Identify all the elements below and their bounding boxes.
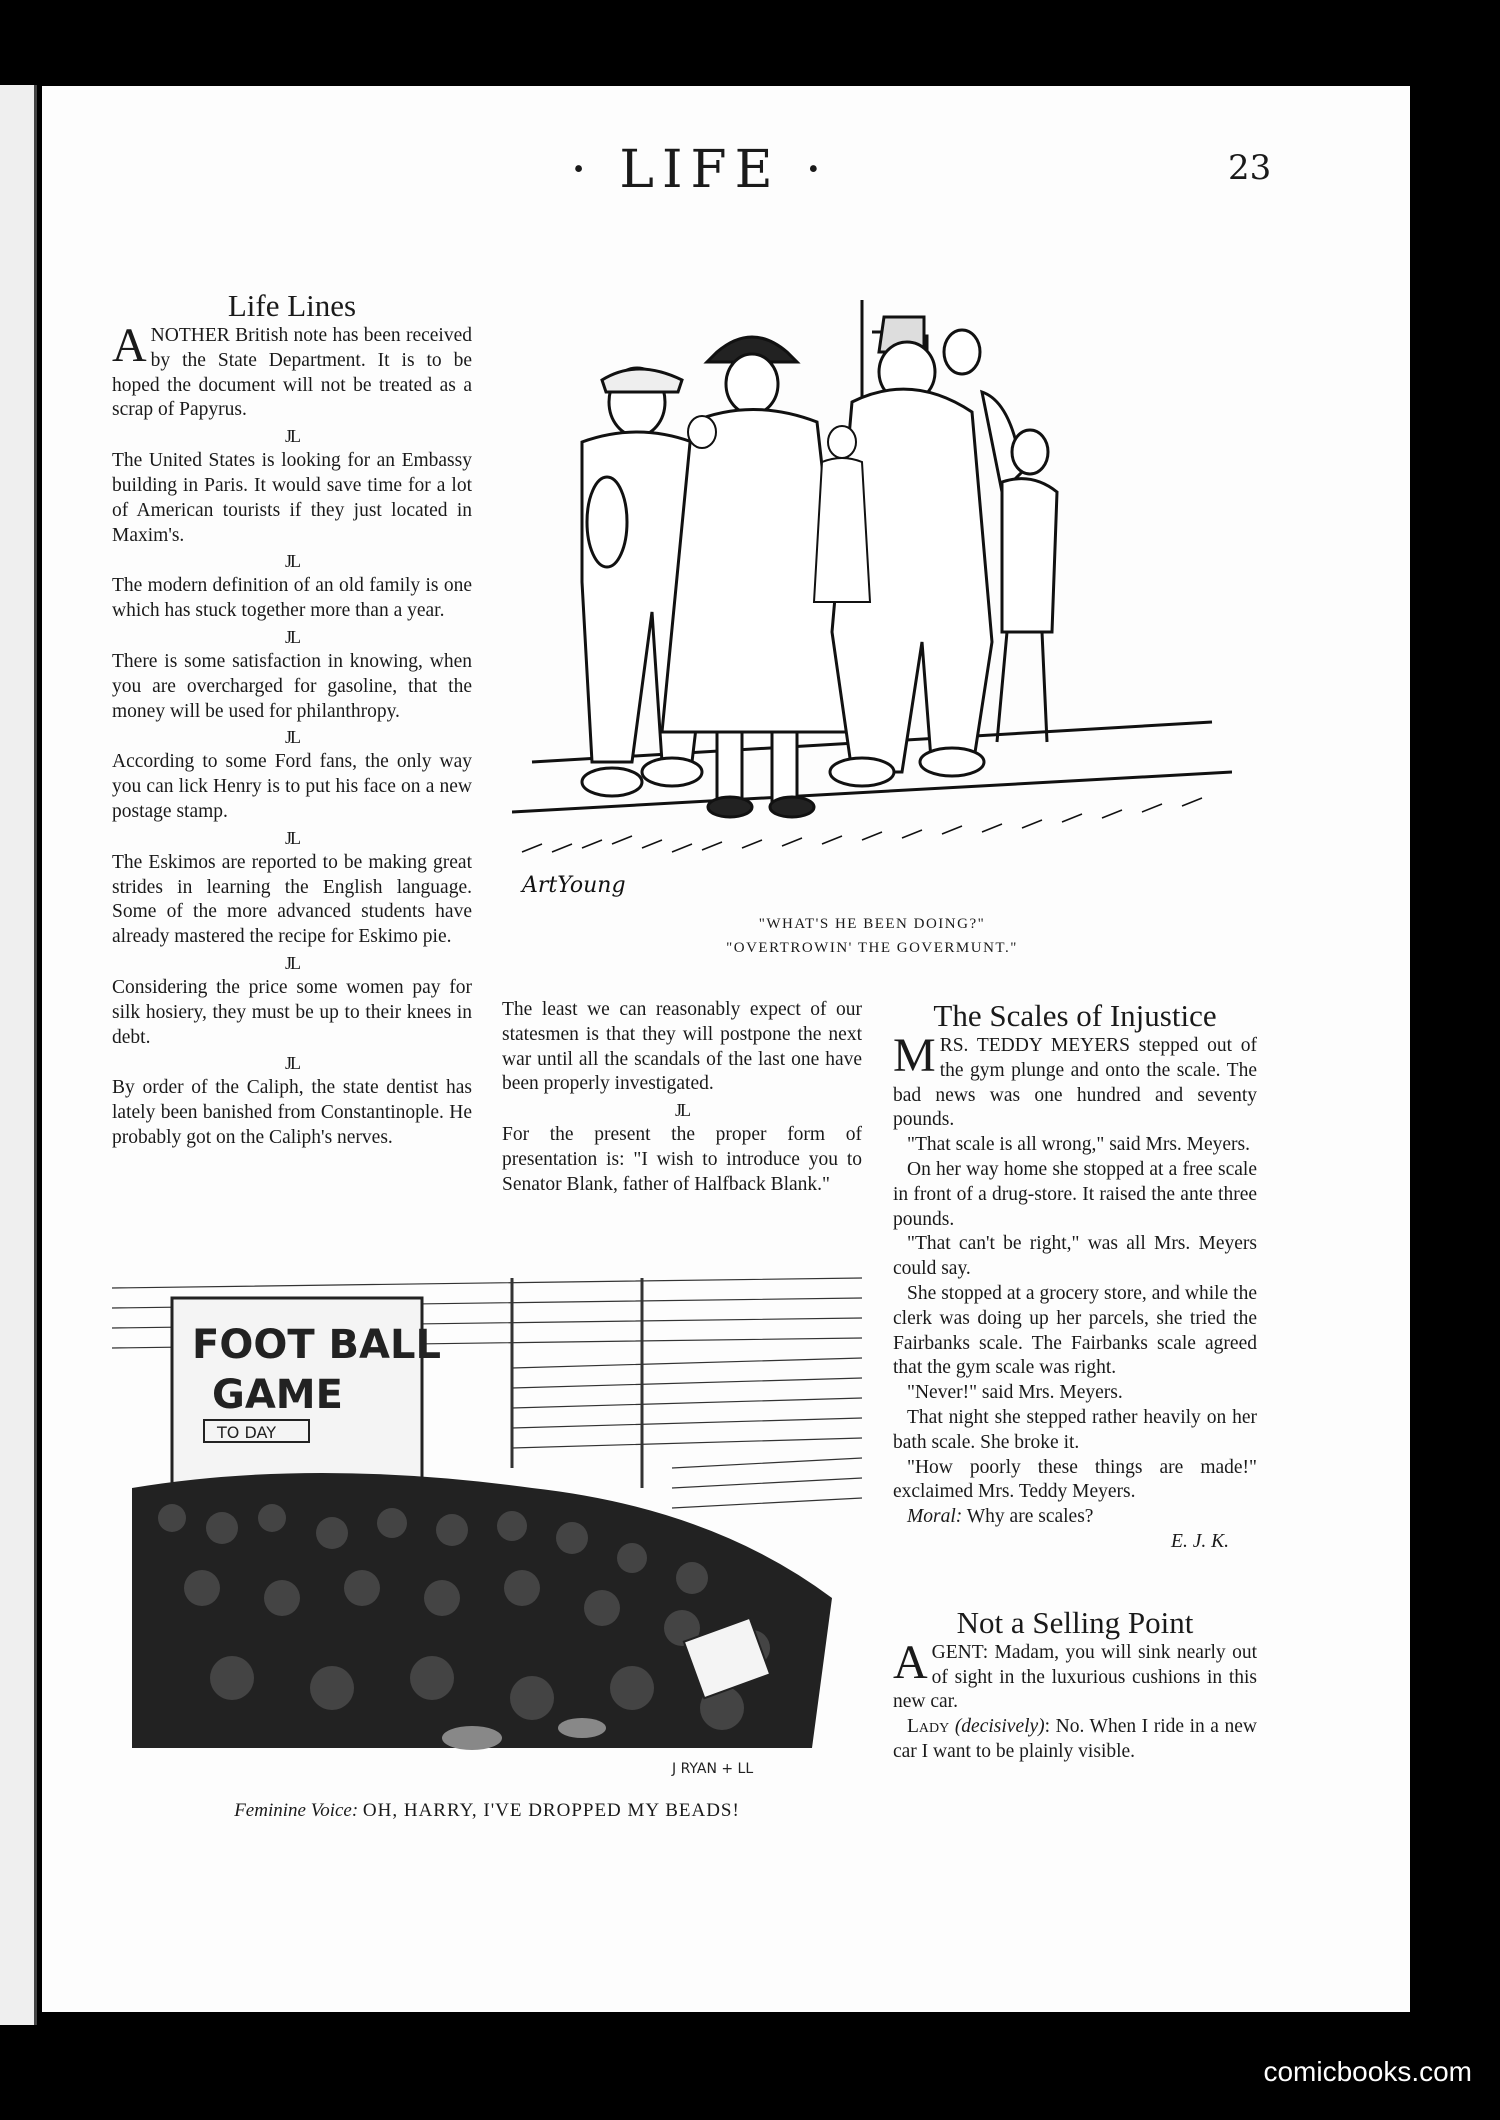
jl-ornament: JL [285, 626, 299, 647]
story-paragraph: On her way home she stopped at a free scale in front of a drug-store. It raised the ante three pounds. [893, 1158, 1257, 1230]
caption-speaker: Feminine Voice: [234, 1800, 359, 1821]
drop-cap: M [893, 1029, 936, 1082]
cartoon-caption [112, 1800, 862, 1822]
jl-ornament: JL [285, 551, 299, 572]
life-lines-item: For the present the proper form of presentation is: "I wish to introduce you to Senator Blank, father of Halfback Blank." [502, 1124, 862, 1195]
sign-text: TO DAY [217, 1423, 276, 1442]
selling-point-section [893, 1605, 1257, 1765]
selling-title: Not a Selling Point [956, 1604, 1194, 1640]
drop-cap: A [893, 1635, 928, 1689]
life-lines-item: The least we can reasonably expect of our statesmen is that they will postpone the next war until all the scandals of the last one have been properly investigated. [502, 999, 862, 1095]
author-signature: E. J. K. [1171, 1530, 1229, 1552]
story-paragraph: AGENT: Madam, you will sink nearly out of sight in the luxurious cushions in this new car. [893, 1635, 1257, 1713]
caption-text: OH, HARRY, I'VE DROPPED MY BEADS! [362, 1800, 740, 1821]
masthead: · LIFE · [570, 140, 830, 200]
story-paragraph: "Never!" said Mrs. Meyers. [907, 1382, 1123, 1404]
story-paragraph: "That scale is all wrong," said Mrs. Meyers. [907, 1134, 1251, 1156]
life-lines-item: According to some Ford fans, the only way you can lick Henry is to put his face on a new postage stamp. [112, 751, 472, 822]
story-paragraph: "How poorly these things are made!" exclaimed Mrs. Teddy Meyers. [893, 1456, 1257, 1503]
jl-ornament: JL [285, 1053, 299, 1074]
sign-text: GAME [212, 1372, 343, 1418]
cartoon-signature: ArtYoung [522, 873, 626, 898]
life-lines-continued [502, 998, 862, 1198]
source-watermark: comicbooks.com [1263, 2056, 1472, 2087]
caption-line: "OVERTROWIN' THE GOVERMUNT." [726, 940, 1018, 956]
jl-ornament: JL [285, 827, 299, 848]
scales-title: The Scales of Injustice [933, 998, 1217, 1033]
drop-cap: A [112, 319, 147, 372]
story-paragraph: MRS. TEDDY MEYERS stepped out of the gym plunge and onto the scale. The bad news was one hundred and seventy pounds. [893, 1029, 1257, 1131]
jl-ornament: JL [285, 426, 299, 447]
cartoon-illustration-football-crowd [112, 1268, 862, 1788]
moral-line: Moral: Why are scales? [907, 1506, 1094, 1528]
sign-text: FOOT BALL [192, 1322, 441, 1368]
caption-line: "WHAT'S HE BEEN DOING?" [758, 916, 986, 932]
page-number: 23 [1228, 148, 1272, 188]
life-lines-item: Considering the price some women pay for silk hosiery, they must be up to their knees in debt. [112, 976, 472, 1048]
cartoon-signature: J RYAN + LL [672, 1761, 754, 1777]
life-lines-item: There is some satisfaction in knowing, when you are overcharged for gasoline, that the money will be used for philanthropy. [112, 650, 472, 722]
story-paragraph: She stopped at a grocery store, and while the clerk was doing up her parcels, she tried the Fairbanks scale. The Fairbanks scale agreed that the gym scale was right. [893, 1282, 1257, 1379]
life-lines-title: Life Lines [227, 288, 357, 323]
facing-page-edge [0, 85, 37, 2025]
life-lines-item: The Eskimos are reported to be making great strides in learning the English language. Some of the more advanced students have already mastered the recipe for Eskimo pie. [112, 851, 472, 948]
jl-ornament: JL [675, 1100, 689, 1121]
cartoon-illustration-crowd [512, 292, 1232, 902]
cartoon-caption [562, 912, 1182, 960]
story-paragraph: Lady (decisively): No. When I ride in a new car I want to be plainly visible. [893, 1716, 1258, 1762]
story-paragraph: "That can't be right," was all Mrs. Meyers could say. [893, 1233, 1257, 1280]
life-lines-column [112, 288, 472, 1151]
story-paragraph: That night she stepped rather heavily on her bath scale. She broke it. [893, 1406, 1257, 1453]
jl-ornament: JL [285, 952, 299, 973]
life-lines-item: ANOTHER British note has been received by the State Department. It is to be hoped the document will not be treated as a scrap of Papyrus. [112, 319, 472, 421]
life-lines-item: By order of the Caliph, the state dentist has lately been banished from Constantinople. He probably got on the Caliph's nerves. [112, 1077, 472, 1148]
life-lines-item: The modern definition of an old family is one which has stuck together more than a year. [112, 575, 472, 622]
life-lines-item: The United States is looking for an Embassy building in Paris. It would save time for a lot of American tourists if they just located in Maxim's. [112, 450, 472, 546]
jl-ornament: JL [285, 727, 299, 748]
right-column [893, 998, 1257, 1765]
